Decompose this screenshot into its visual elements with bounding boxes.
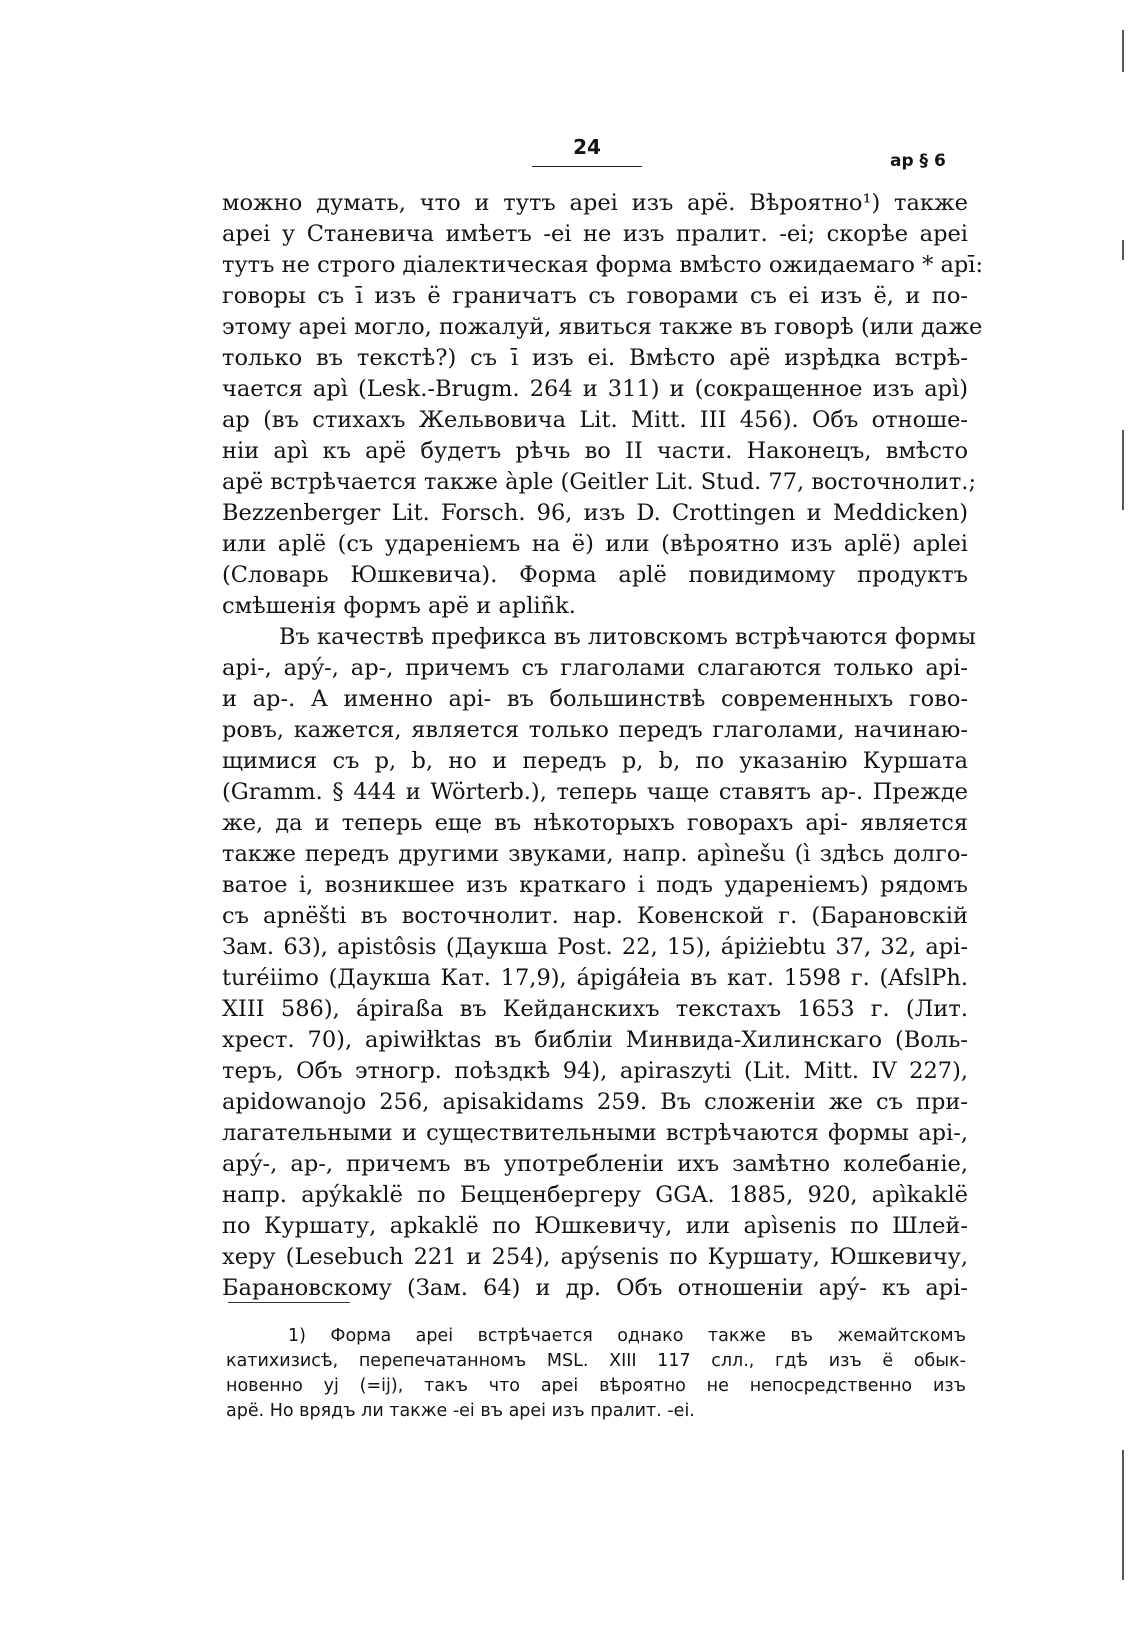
text-line: говоры съ ī изъ ё граничатъ съ говорами съ ei изъ ё, и по-: [222, 283, 968, 309]
text-line: можно думать, что и тутъ apei изъ apё. Вѣроятно¹) также: [222, 190, 968, 216]
text-line: напр. apýkaklё по Бецценбергеру GGA. 1885, 920, apìkaklё: [222, 1182, 968, 1208]
text-line: apё встрѣчается также àple (Geitler Lit. Stud. 77, восточнолит.;: [222, 469, 977, 495]
text-line: херу (Lesebuch 221 и 254), apýsenis по Куршату, Юшкевичу,: [222, 1244, 968, 1270]
text-line: же, да и теперь еще въ нѣкоторыхъ говорахъ api- является: [222, 810, 968, 836]
text-line: Bezzenberger Lit. Forsch. 96, изъ D. Crottingen и Meddicken): [222, 500, 968, 526]
text-line: apei у Станевича имѣетъ -ei не изъ пралит. -ei; скорѣе apei: [222, 221, 968, 247]
page-number: 24: [573, 135, 601, 159]
text-line: ватое i, возникшее изъ краткаго i подъ удареніемъ) рядомъ: [222, 872, 968, 898]
text-line: смѣшенія формъ apё и apliñk.: [222, 593, 576, 619]
text-line: чается apì (Lesk.-Brugm. 264 и 311) и (сокращенное изъ apì): [222, 376, 968, 402]
text-line: также передъ другими звуками, напр. apìnešu (ì здѣсь долго-: [222, 841, 968, 867]
text-line: и ap-. А именно api- въ большинствѣ современныхъ гово-: [222, 686, 968, 712]
text-line: apý-, ap-, причемъ въ употребленіи ихъ замѣтно колебаніе,: [222, 1151, 968, 1177]
text-line: ніи apì къ apё будетъ рѣчь во II части. Наконецъ, вмѣсто: [222, 438, 968, 464]
text-line: turéiimo (Даукша Кат. 17,9), ápigáłeia въ кат. 1598 г. (AfslPh.: [222, 965, 968, 991]
text-line: api-, apý-, ap-, причемъ съ глаголами слагаются только api-: [222, 655, 968, 681]
text-line: Зам. 63), apistôsis (Даукша Post. 22, 15), ápiżiebtu 37, 32, api-: [222, 934, 968, 960]
scan-margin-mark: [1122, 240, 1124, 260]
footnote-rule: [228, 1302, 350, 1303]
text-line: щимися съ p, b, но и передъ p, b, по указанію Куршата: [222, 748, 968, 774]
footnote-line: катихизисѣ, перепечатанномъ MSL. XIII 117 слл., гдѣ изъ ё обык-: [226, 1351, 966, 1371]
text-line: apidowanojo 256, apisakidams 259. Въ сложеніи же съ при-: [222, 1089, 968, 1115]
text-line: или aplё (съ удареніемъ на ё) или (вѣроятно изъ aplё) aplei: [222, 531, 968, 557]
footnote-line: новенно yj (=ij), такъ что apei вѣроятно не непосредственно изъ: [226, 1376, 966, 1396]
text-line: съ apnёšti въ восточнолит. нар. Ковенской г. (Барановскій: [222, 903, 968, 929]
text-line: XIII 586), ápiraßa въ Кейданскихъ текстахъ 1653 г. (Лит.: [222, 996, 968, 1022]
text-line: (Gramm. § 444 и Wörterb.), теперь чаще ставятъ ap-. Прежде: [222, 779, 968, 805]
scan-margin-mark: [1122, 30, 1124, 72]
scan-margin-mark: [1122, 1450, 1124, 1580]
scan-margin-mark: [1122, 430, 1124, 510]
text-line: только въ текстѣ?) съ ī изъ ei. Вмѣсто apё изрѣдка встрѣ-: [222, 345, 968, 371]
page-number-rule: [532, 166, 642, 167]
text-line: теръ, Объ этногр. поѣздкѣ 94), apiraszyti (Lit. Mitt. IV 227),: [222, 1058, 968, 1084]
footnote-line: apё. Но врядъ ли также -ei въ apei изъ пралит. -ei.: [226, 1401, 695, 1421]
text-line: тутъ не строго діалектическая форма вмѣсто ожидаемаго * apī:: [222, 252, 984, 278]
text-line: Барановскому (Зам. 64) и др. Объ отношеніи apý- къ api-: [222, 1275, 968, 1301]
text-line: Въ качествѣ префикса въ литовскомъ встрѣчаются формы: [279, 624, 976, 650]
text-line: этому apei могло, пожалуй, явиться также въ говорѣ (или даже: [222, 314, 983, 340]
text-line: (Словарь Юшкевича). Форма aplё повидимому продуктъ: [222, 562, 968, 588]
text-line: лагательными и существительными встрѣчаются формы api-,: [222, 1120, 968, 1146]
text-line: ap (въ стихахъ Жельвовича Lit. Mitt. III 456). Объ отноше-: [222, 407, 968, 433]
section-mark: ap § 6: [890, 151, 946, 171]
text-line: по Куршату, apkaklё по Юшкевичу, или apìsenis по Шлей-: [222, 1213, 968, 1239]
text-line: ровъ, кажется, является только передъ глаголами, начинаю-: [222, 717, 968, 743]
footnote-line: 1) Форма apei встрѣчается однако также въ жемайтскомъ: [288, 1326, 966, 1346]
text-line: хрест. 70), apiwiłktas въ библіи Минвида-Хилинскаго (Воль-: [222, 1027, 968, 1053]
